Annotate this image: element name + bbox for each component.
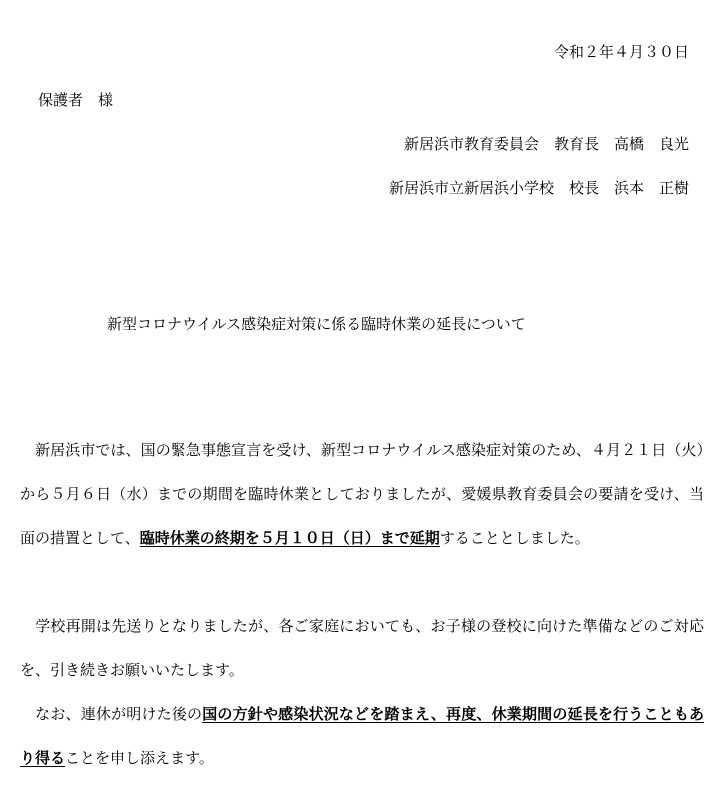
p1-text-before: 新居浜市では、国の緊急事態宣言を受け、新型コロナウイルス感染症対策のため、４月２１日（火）から５月６日（水）までの期間を臨時休業としておりましたが、愛媛県教育委員会の要請を受け、当面の措置として、 bbox=[20, 441, 704, 547]
p3-emphasis: 国の方針や感染状況などを踏まえ、再度、休業期間の延長を行うこともあり得る bbox=[20, 705, 704, 767]
document-date: 令和２年４月３０日 bbox=[553, 43, 689, 61]
body-paragraph-1 bbox=[20, 428, 704, 560]
p3-text-before: なお、連休が明けた後の bbox=[20, 705, 203, 723]
sender-board-of-education: 新居浜市教育委員会 教育長 高橋 良光 bbox=[403, 135, 689, 153]
p3-text-after: ことを申し添えます。 bbox=[65, 749, 214, 767]
recipient: 保護者 様 bbox=[38, 91, 114, 109]
body-paragraph-3 bbox=[20, 692, 704, 780]
body-paragraph-2 bbox=[20, 604, 704, 692]
p1-text-after: することとしました。 bbox=[439, 529, 590, 547]
p1-emphasis: 臨時休業の終期を５月１０日（日）まで延期 bbox=[139, 529, 440, 547]
document-title: 新型コロナウイルス感染症対策に係る臨時休業の延長について bbox=[107, 315, 526, 333]
p2-text: 学校再開は先送りとなりましたが、各ご家庭においても、お子様の登校に向けた準備などのご対応を、引き続きお願いいたします。 bbox=[20, 617, 704, 679]
sender-school-principal: 新居浜市立新居浜小学校 校長 浜本 正樹 bbox=[388, 179, 689, 197]
